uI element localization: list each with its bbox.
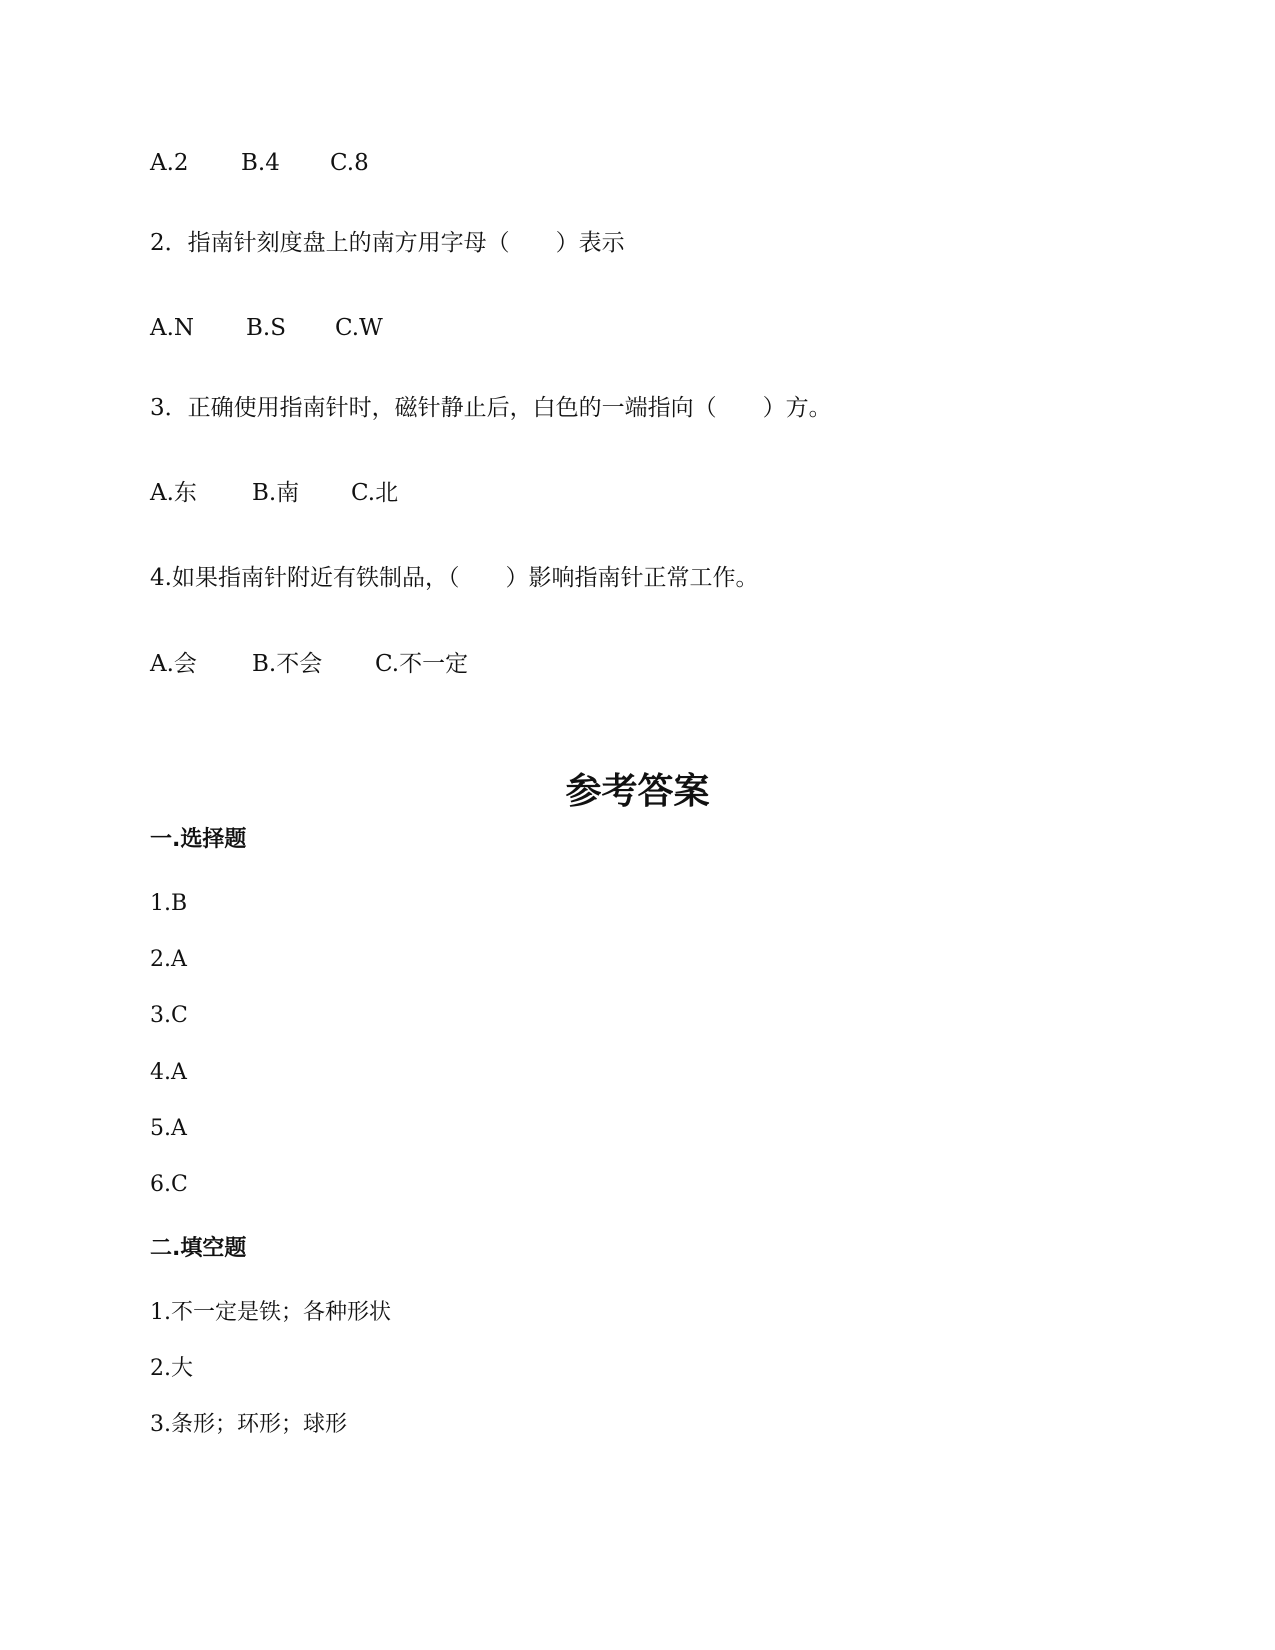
q1-option-a: A.2 [150, 150, 189, 176]
q3-option-a: A.东 [150, 480, 197, 506]
answer-item: 2.大 [150, 1356, 193, 1381]
answer-item: 3.条形；环形；球形 [150, 1412, 347, 1437]
q2-option-c: C.W [335, 315, 383, 341]
answer-item: 1.B [150, 891, 188, 916]
answer-item: 1.不一定是铁；各种形状 [150, 1300, 391, 1325]
q3-stem: 3．正确使用指南针时，磁针静止后，白色的一端指向（ ）方。 [150, 395, 832, 421]
q3-option-b: B.南 [252, 480, 300, 506]
q1-option-c: C.8 [330, 150, 369, 176]
answer-item: 4.A [150, 1060, 187, 1085]
q1-option-b: B.4 [241, 150, 280, 176]
q4-option-b: B.不会 [252, 651, 323, 677]
q4-option-a: A.会 [150, 651, 197, 677]
q2-option-a: A.N [150, 315, 195, 341]
answer-item: 2.A [150, 947, 187, 972]
section-1-heading: 一.选择题 [150, 827, 247, 852]
answer-item: 6.C [150, 1172, 188, 1197]
answer-item: 3.C [150, 1003, 188, 1028]
section-2-heading: 二.填空题 [150, 1236, 247, 1261]
q2-option-b: B.S [246, 315, 286, 341]
answer-key-title: 参考答案 [565, 771, 710, 812]
q4-stem: 4.如果指南针附近有铁制品，（ ）影响指南针正常工作。 [150, 565, 759, 591]
q2-stem: 2．指南针刻度盘上的南方用字母（ ）表示 [150, 230, 625, 256]
q3-option-c: C.北 [351, 480, 399, 506]
q4-option-c: C.不一定 [375, 651, 469, 677]
answer-item: 5.A [150, 1116, 187, 1141]
